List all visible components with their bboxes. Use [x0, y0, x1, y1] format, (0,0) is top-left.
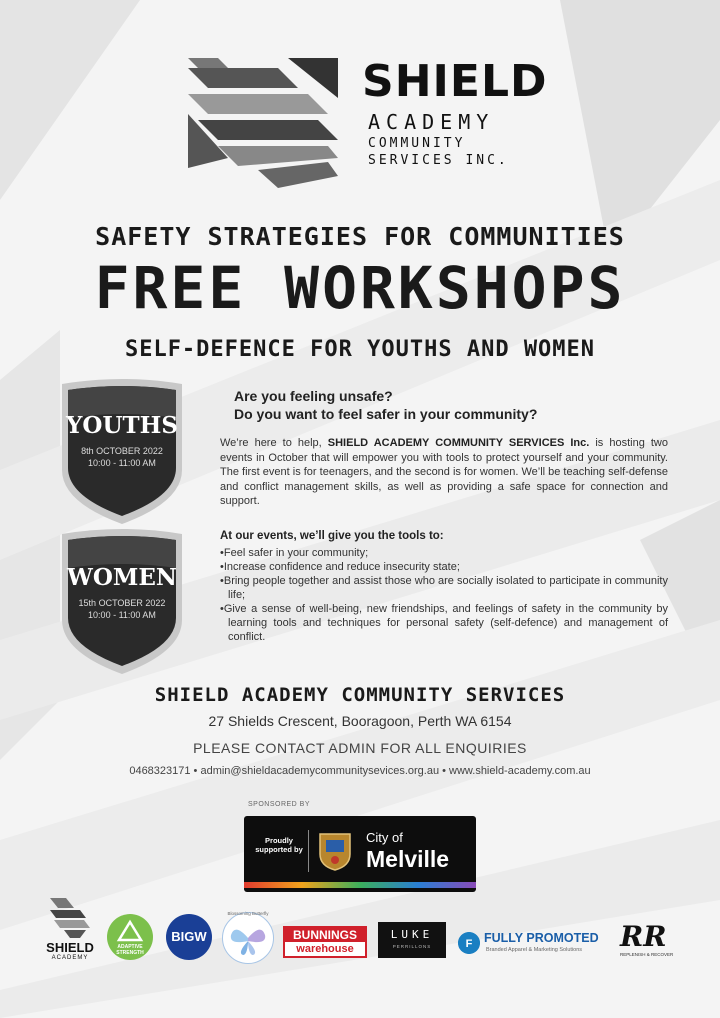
event-badge-women — [58, 528, 186, 676]
contact-enquiries: PLEASE CONTACT ADMIN FOR ALL ENQUIRIES — [193, 740, 527, 756]
partner-bunnings-logo — [283, 926, 367, 958]
tools-heading: At our events, we’ll give you the tools to: — [220, 530, 444, 542]
event-title: YOUTHS — [66, 412, 178, 439]
event-badge-youths — [58, 378, 186, 526]
brand-name: SHIELD — [362, 56, 548, 107]
event-date: 15th OCTOBER 2022 — [78, 598, 166, 608]
question-2: Do you want to feel safer in your community? — [234, 406, 538, 422]
contact-details: 0468323171 • admin@shieldacademycommunitysevices.org.au • www.shield-academy.com.au — [129, 765, 591, 777]
brand-line-academy: ACADEMY — [368, 110, 495, 134]
divider — [308, 830, 309, 872]
partner-fully-promoted-name: FULLY PROMOTED — [484, 931, 599, 945]
event-time: 10:00 - 11:00 AM — [88, 610, 156, 620]
sponsored-label: SPONSORED BY — [248, 801, 311, 808]
list-item: • Feel safer in your community; — [220, 546, 668, 560]
partner-name: SHIELD — [46, 940, 94, 955]
contact-org: SHIELD ACADEMY COMMUNITY SERVICES — [154, 684, 566, 706]
intro-before: We’re here to help, — [220, 437, 328, 449]
list-item: • Bring people together and assist those who are socially isolated to participate in community life; — [220, 574, 668, 602]
list-item: • Give a sense of well-being, new friendships, and feelings of safety in the community by learning tools and techniques for personal safety (self-defence) and management of conflict. — [220, 602, 668, 644]
headline-top: SAFETY STRATEGIES FOR COMMUNITIES — [95, 222, 625, 251]
partner-name: BUNNINGS — [285, 928, 365, 942]
butterfly-icon — [223, 913, 273, 963]
partner-name: LUKE — [390, 928, 434, 941]
shield-logo-mark-icon — [50, 898, 90, 938]
intro-paragraph — [220, 436, 668, 509]
brand-line-services: SERVICES INC. — [368, 153, 509, 168]
tools-list — [220, 546, 668, 644]
event-date: 8th OCTOBER 2022 — [81, 446, 163, 456]
city-of-melville-logo — [244, 816, 476, 892]
partner-luke-logo — [378, 922, 446, 958]
partner-name: ADAPTIVE STRENGTH — [116, 944, 144, 956]
city-name: Melville — [366, 846, 450, 872]
contact-address: 27 Shields Crescent, Booragoon, Perth WA 6154 — [208, 713, 512, 729]
event-title: WOMEN — [67, 564, 177, 591]
partner-sub: ACADEMY — [51, 955, 89, 961]
partner-name: Blossoming Butterfly — [227, 911, 269, 916]
question-1: Are you feeling unsafe? — [234, 388, 393, 404]
event-time: 10:00 - 11:00 AM — [88, 458, 156, 468]
shield-logo-mark-icon — [188, 58, 338, 198]
partner-shield-academy-logo — [42, 898, 98, 966]
partner-bigw-logo: BIGW — [166, 914, 212, 960]
intro-org: SHIELD ACADEMY COMMUNITY SERVICES Inc. — [327, 437, 590, 449]
partner-sub: PERRILLONS — [392, 944, 432, 949]
partner-sub: warehouse — [285, 942, 365, 956]
svg-text:F: F — [465, 938, 473, 950]
partner-rr-logo: RR — [620, 920, 667, 953]
proudly-supported-text: Proudly supported by — [255, 836, 303, 854]
fully-promoted-icon — [458, 932, 480, 954]
list-item: • Increase confidence and reduce insecurity state; — [220, 560, 668, 574]
headline-main: FREE WORKSHOPS — [94, 254, 626, 322]
intro-after: is hosting two events in October that will empower you with tools to protect yourself and your community. The first event is for teenagers, and the second is for women. We’ll be teaching self-defense and conflict management skills, as well as providing a safe space for connection and support. — [220, 437, 668, 507]
partner-fully-promoted-sub: Branded Apparel & Marketing Solutions — [486, 947, 583, 953]
partner-adaptive-strength-logo — [107, 914, 153, 960]
partner-rr-sub: REPLENISH & RECOVER — [620, 952, 674, 957]
headline-bottom: SELF-DEFENCE FOR YOUTHS AND WOMEN — [124, 337, 596, 362]
partner-butterfly-logo — [222, 912, 274, 964]
crest-icon — [316, 830, 354, 872]
color-stripe — [244, 882, 476, 888]
city-of-text: City of — [366, 830, 403, 845]
brand-line-community: COMMUNITY — [368, 136, 466, 151]
